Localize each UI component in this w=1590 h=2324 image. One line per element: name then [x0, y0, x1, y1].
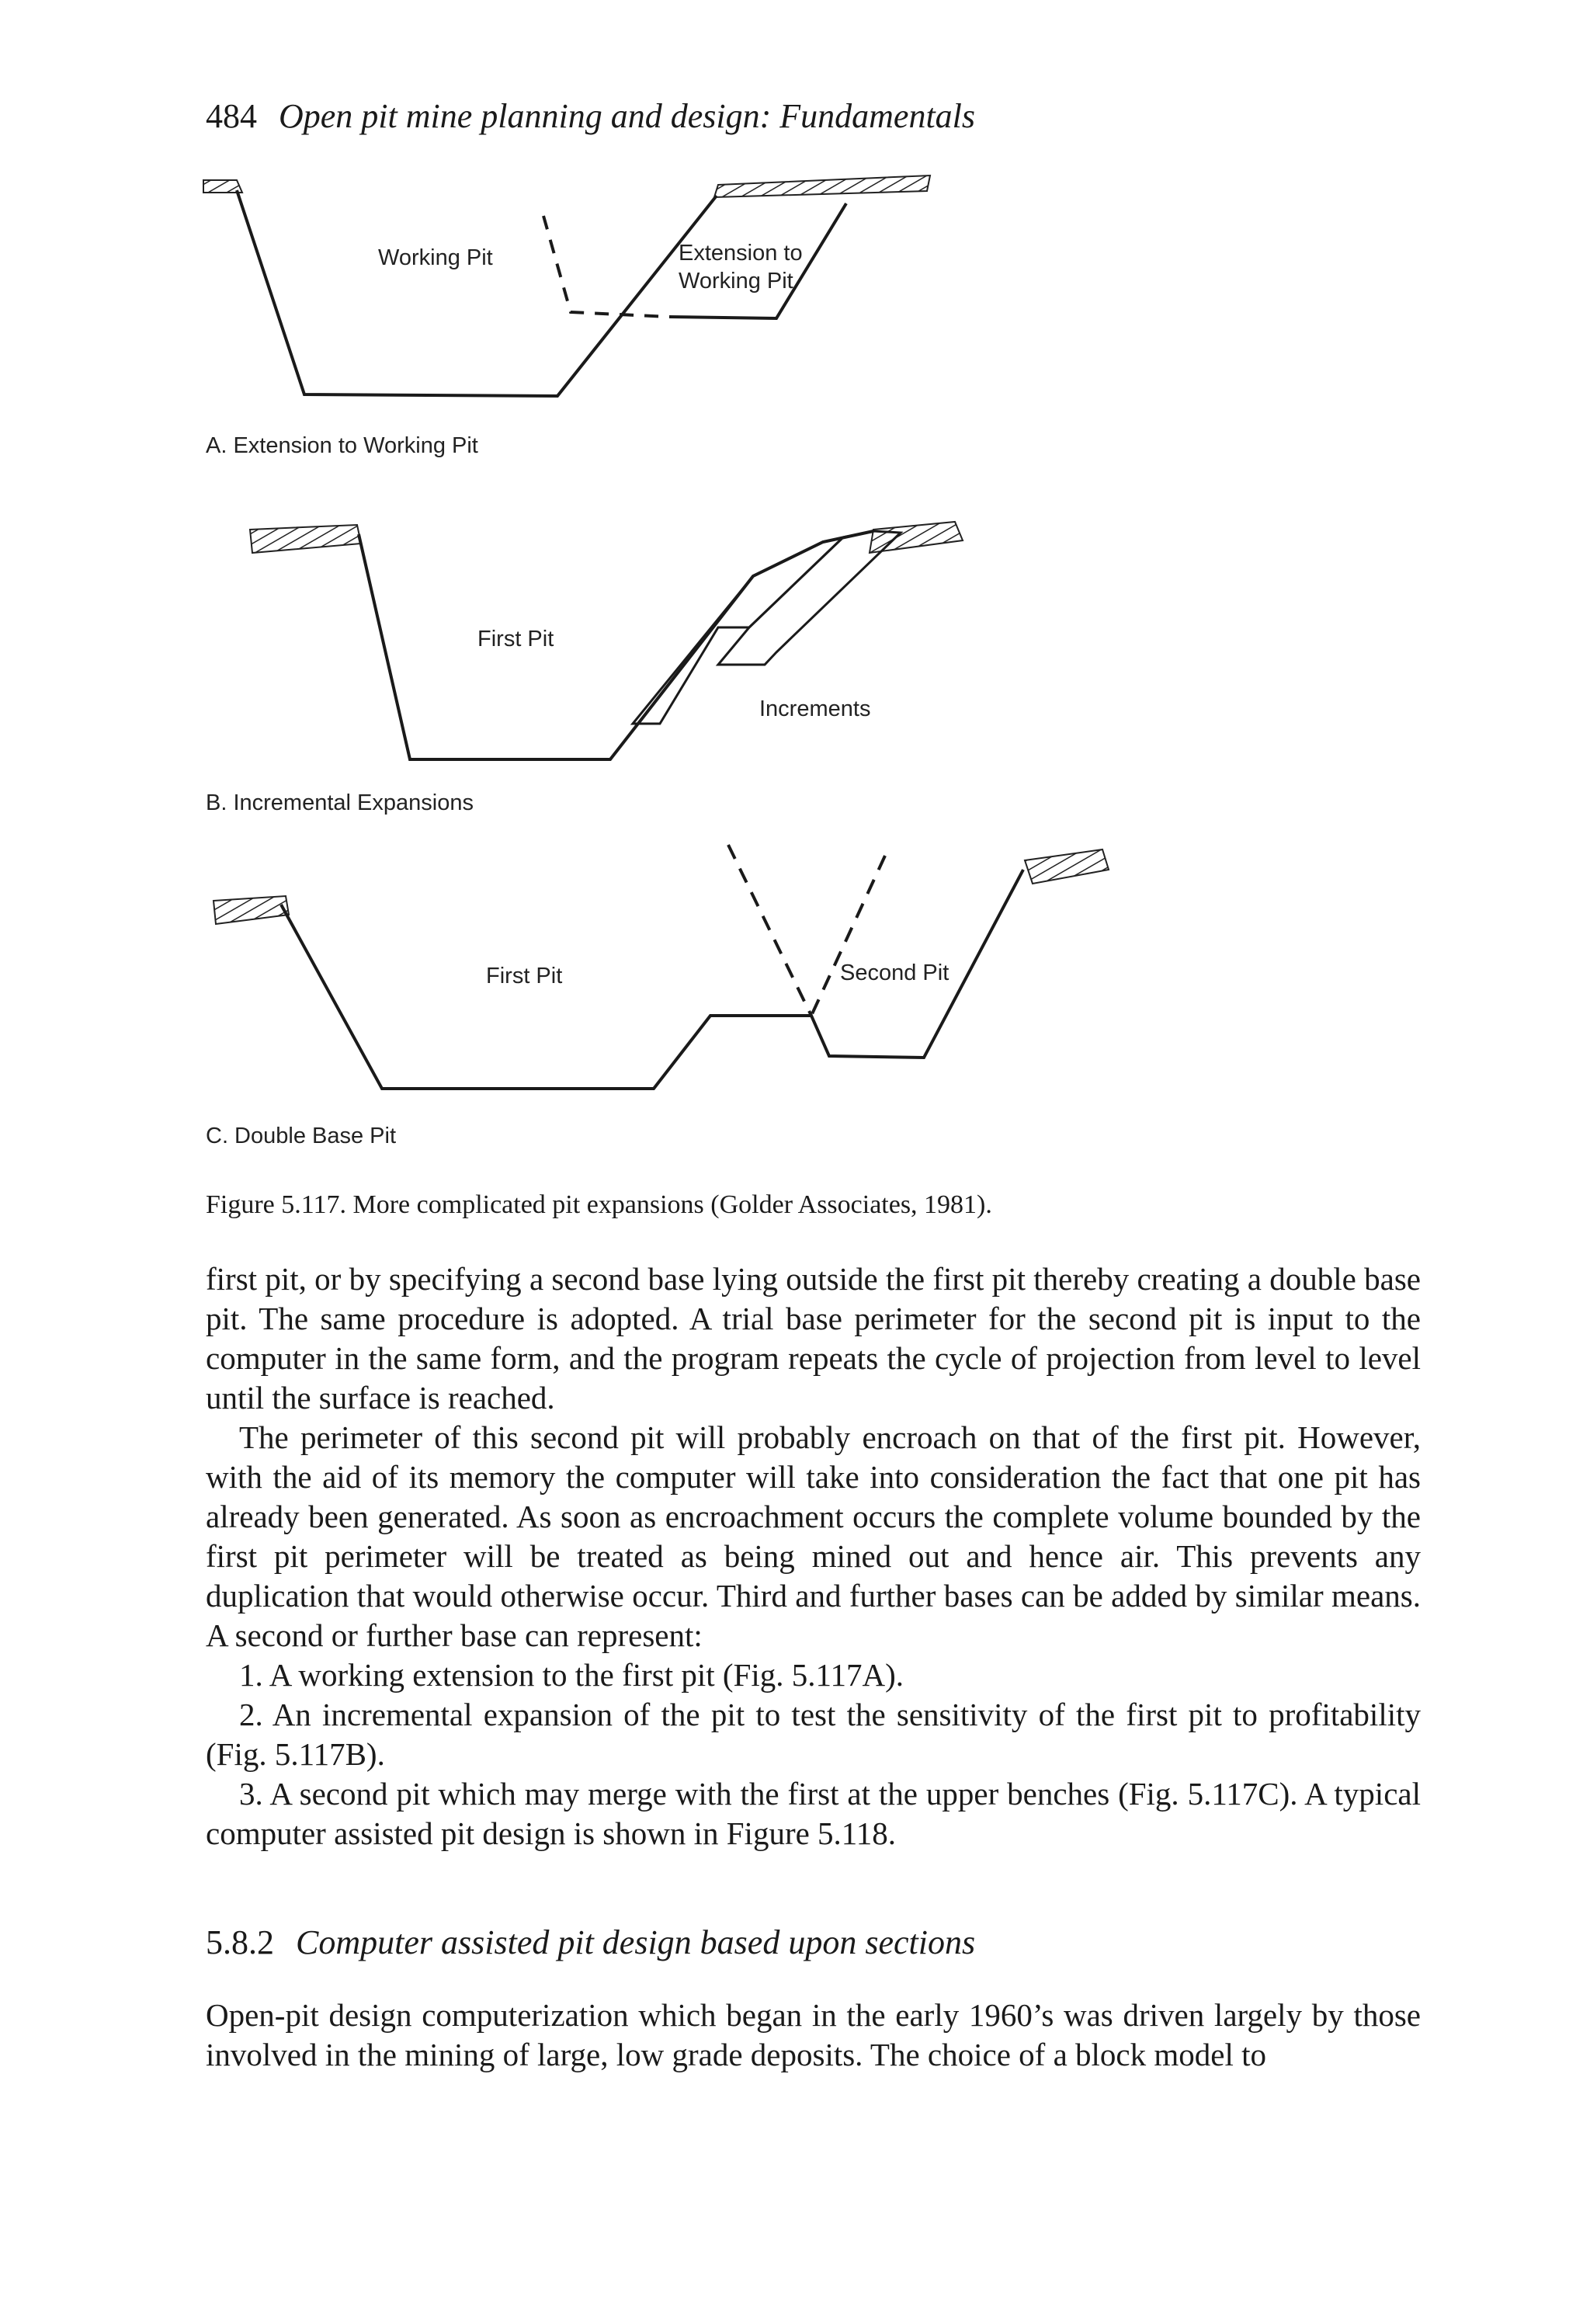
section-title: Computer assisted pit design based upon sections	[296, 1923, 976, 1961]
panel-c-diagram	[206, 845, 1109, 1148]
section-heading	[206, 1921, 975, 1964]
panel-c-label-first-pit: First Pit	[486, 964, 563, 988]
panel-c-second-pit-right-dashed	[811, 856, 885, 1016]
panel-a-label-extension-line2: Working Pit	[679, 269, 793, 294]
section-body	[206, 1996, 1421, 2075]
panel-c-ground-left	[214, 896, 289, 924]
panel-c-label-second-pit: Second Pit	[840, 961, 949, 985]
paragraph: first pit, or by specifying a second base lying outside the first pit thereby creating a double base pit. The same procedure is adopted. A trial base perimeter for the second pit is input to the computer in the same form, and the program repeats the cycle of projection from level to level until the surface is reached.	[206, 1261, 1421, 1416]
panel-b-caption: B. Incremental Expansions	[206, 790, 474, 815]
list-item: 1. A working extension to the first pit (Fig. 5.117A).	[239, 1657, 904, 1693]
panel-c-second-pit-left-dashed	[728, 845, 811, 1016]
panel-a-label-working-pit: Working Pit	[378, 245, 493, 270]
panel-c-caption: C. Double Base Pit	[206, 1124, 397, 1148]
page-number: 484	[206, 97, 257, 135]
panel-b-ground-left	[250, 525, 361, 553]
body-text	[206, 1259, 1421, 1853]
panel-a-label-extension-line1: Extension to	[679, 241, 803, 266]
list-item: 2. An incremental expansion of the pit to test the sensitivity of the first pit to profitability (Fig. 5.117B).	[206, 1697, 1421, 1772]
book-title: Open pit mine planning and design	[279, 97, 760, 135]
panel-b-increment-1	[633, 537, 843, 724]
panel-b-diagram	[206, 522, 963, 815]
panel-a-caption: A. Extension to Working Pit	[206, 433, 478, 458]
section-number: 5.8.2	[206, 1923, 274, 1961]
panel-c-ground-right	[1025, 849, 1109, 884]
figure-caption: Figure 5.117. More complicated pit expansions (Golder Associates, 1981).	[206, 1190, 992, 1219]
panel-b-label-first-pit: First Pit	[477, 627, 554, 651]
panel-a-ground-right	[714, 175, 930, 197]
paragraph: The perimeter of this second pit will probably encroach on that of the first pit. However, with the aid of its memory the computer will take into consideration the fact that one pit has already been generated. As soon as encroachment occurs the complete volume bounded by the first pit perimeter will be treated as being mined out and hence air. This prevents any duplication that would otherwise occur. Third and further bases can be added by similar means. A second or further base can represent:	[206, 1419, 1421, 1653]
panel-a-dashed-projection	[543, 216, 669, 317]
list-item: 3. A second pit which may merge with the first at the upper benches (Fig. 5.117C). A typical computer assisted pit design is shown in Figure 5.118.	[206, 1776, 1421, 1851]
book-subtitle: : Fundamentals	[759, 97, 976, 135]
panel-a-diagram	[203, 175, 930, 458]
panel-b-label-increments: Increments	[759, 697, 871, 721]
paragraph: Open-pit design computerization which began in the early 1960’s was driven largely by those involved in the mining of large, low grade deposits. The choice of a block model to	[206, 1997, 1421, 2072]
panel-b-first-pit-outline	[359, 531, 873, 759]
panel-a-working-pit-outline	[237, 190, 717, 396]
